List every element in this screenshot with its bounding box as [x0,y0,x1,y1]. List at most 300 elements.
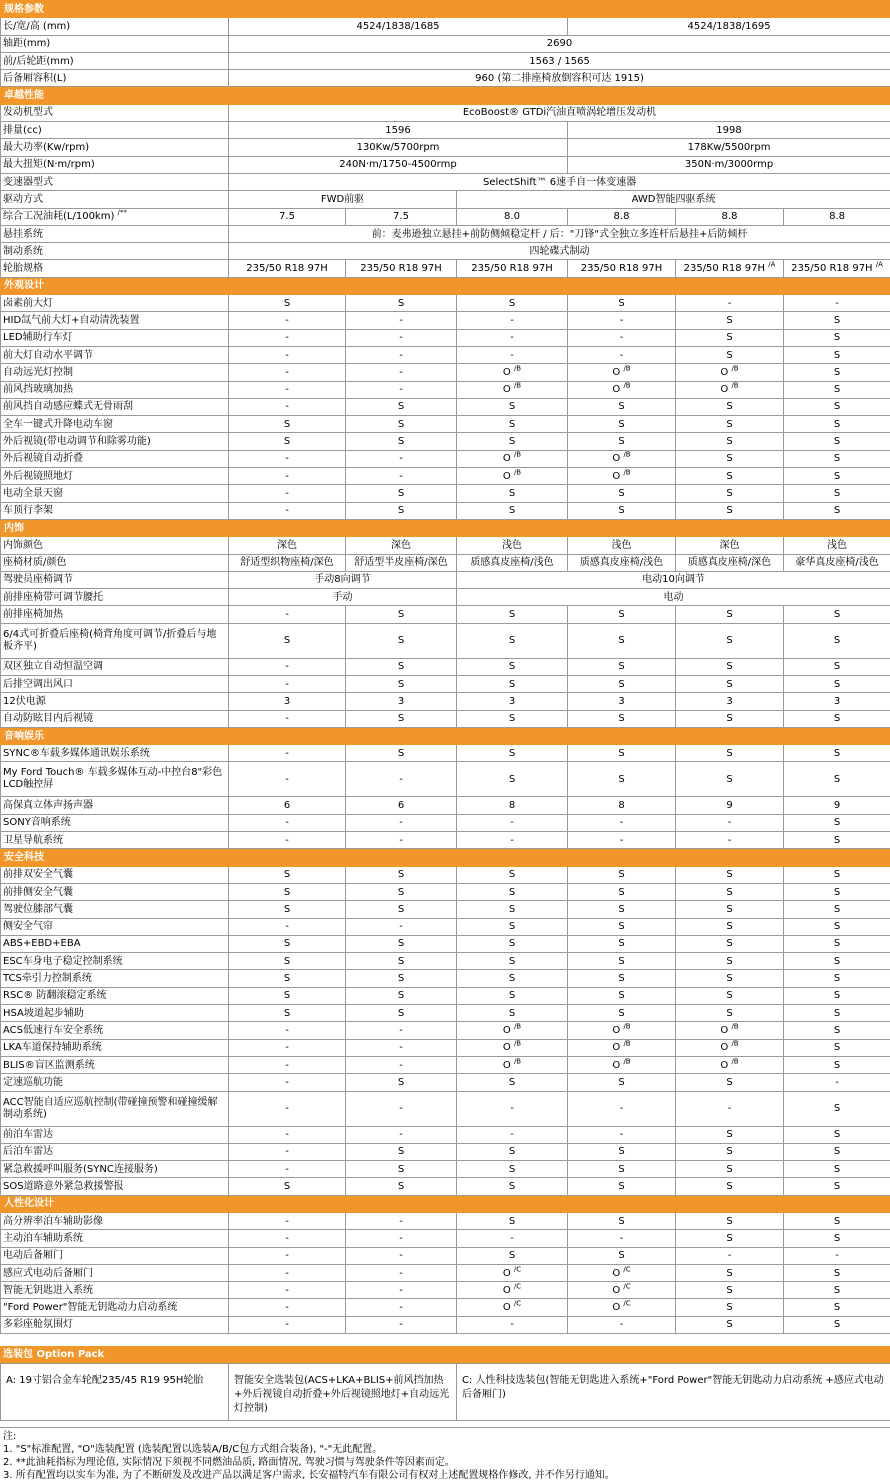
row-label: 侧安全气帘 [1,918,229,935]
row-label: 发动机型式 [1,104,229,121]
table-cell: S [784,745,890,762]
table-cell: S [229,901,346,918]
table-cell: S [784,468,890,485]
table-cell: S [457,1143,568,1160]
table-cell: S [676,1316,784,1333]
table-cell: - [346,1316,457,1333]
table-cell: S [568,398,676,415]
table-row [1,1056,890,1073]
table-cell: 质感真皮座椅/浅色 [457,554,568,571]
table-cell: S [676,416,784,433]
table-cell: S [346,953,457,970]
table-cell: S [229,1178,346,1195]
table-cell: 1563 / 1565 [229,52,890,69]
row-label: 驾驶员座椅调节 [1,571,229,588]
table-cell: O $^{/B}$ [457,450,568,467]
row-label: 内饰颜色 [1,537,229,554]
table-row [1,18,890,35]
table-cell: S [457,658,568,675]
table-cell: O $^{/C}$ [457,1264,568,1281]
row-label: 车顶行李架 [1,502,229,519]
table-cell: S [784,1213,890,1230]
table-cell: - [229,468,346,485]
table-cell: - [346,450,457,467]
row-label: 紧急救援呼叫服务(SYNC连接服务) [1,1161,229,1178]
table-cell: S [457,918,568,935]
section-title: 外观设计 [1,277,890,294]
table-cell: - [346,1213,457,1230]
section-title: 音响娱乐 [1,727,890,744]
table-cell: - [346,1299,457,1316]
table-cell: 前：麦弗逊独立悬挂+前防侧倾稳定杆 / 后："刀锋"式全独立多连杆后悬挂+后防倾杆 [229,225,890,242]
table-cell: - [229,762,346,797]
table-cell: S [229,623,346,658]
row-label: 高分辨率泊车辅助影像 [1,1213,229,1230]
table-cell: O $^{/C}$ [568,1299,676,1316]
table-cell: S [676,485,784,502]
row-label: 前/后轮距(mm) [1,52,229,69]
table-cell: S [346,623,457,658]
table-cell: S [676,398,784,415]
table-cell: S [784,1022,890,1039]
row-label: 主动泊车辅助系统 [1,1230,229,1247]
table-cell: S [346,433,457,450]
table-cell: - [229,398,346,415]
row-label: 外后视镜照地灯 [1,468,229,485]
table-cell: - [346,1056,457,1073]
table-cell: S [676,762,784,797]
table-cell: S [784,675,890,692]
table-cell: 235/50 R18 97H [568,260,676,277]
table-row [1,450,890,467]
row-label: ABS+EBD+EBA [1,935,229,952]
table-cell: S [676,606,784,623]
table-row [1,70,890,87]
table-row [1,364,890,381]
option-pack-title: 选装包 Option Pack [0,1346,890,1363]
table-cell: 235/50 R18 97H [346,260,457,277]
row-label: 驾驶位膝部气囊 [1,901,229,918]
row-label: 轴距(mm) [1,35,229,52]
table-cell: S [346,901,457,918]
option-pack-b: 智能安全选装包(ACS+LKA+BLIS+前风挡加热+外后视镜自动折叠+外后视镜照地灯+自动远光灯控制) [229,1364,457,1421]
table-cell: O $^{/C}$ [457,1282,568,1299]
table-row [1,52,890,69]
table-cell: - [229,450,346,467]
table-cell: S [676,329,784,346]
table-row [1,468,890,485]
section-header [1,87,890,104]
table-cell: 8 [568,797,676,814]
table-cell: S [346,883,457,900]
row-label: 自动远光灯控制 [1,364,229,381]
row-label: 双区独立自动恒温空调 [1,658,229,675]
row-label: 全车一键式升降电动车窗 [1,416,229,433]
table-cell: - [346,381,457,398]
table-cell: 178Kw/5500rpm [568,139,890,156]
section-header [1,1195,890,1212]
table-cell: O $^{/B}$ [568,1022,676,1039]
table-cell: S [784,312,890,329]
table-cell: 4524/1838/1695 [568,18,890,35]
table-row [1,329,890,346]
table-row [1,1282,890,1299]
table-cell: S [784,710,890,727]
table-cell: 3 [568,693,676,710]
table-cell: 深色 [229,537,346,554]
table-cell: O $^{/B}$ [457,1039,568,1056]
row-label: BLIS®盲区监测系统 [1,1056,229,1073]
table-cell: S [676,433,784,450]
row-label: ACC智能自适应巡航控制(带碰撞预警和碰撞缓解制动系统) [1,1091,229,1126]
table-cell: EcoBoost® GTDi汽油直喷涡轮增压发动机 [229,104,890,121]
table-cell: S [346,502,457,519]
table-cell: - [346,1282,457,1299]
table-cell: - [676,832,784,849]
table-row [1,554,890,571]
table-cell: - [568,346,676,363]
table-cell: - [346,329,457,346]
table-cell: 235/50 R18 97H [457,260,568,277]
table-cell: S [568,883,676,900]
row-label: ACS低速行车安全系统 [1,1022,229,1039]
table-row [1,398,890,415]
table-row [1,762,890,797]
table-cell: S [568,1178,676,1195]
table-cell: - [457,832,568,849]
table-cell: S [784,381,890,398]
table-cell: S [676,883,784,900]
table-row [1,953,890,970]
table-cell: - [229,1022,346,1039]
row-label: 悬挂系统 [1,225,229,242]
table-cell: S [346,866,457,883]
table-cell: S [568,1143,676,1160]
table-cell: 手动8向调节 [229,571,457,588]
table-cell: - [229,312,346,329]
table-cell: S [676,658,784,675]
table-cell: 350N·m/3000rmp [568,156,890,173]
table-cell: S [676,935,784,952]
table-row [1,191,890,208]
table-cell: S [676,710,784,727]
table-cell: S [346,1074,457,1091]
table-cell: - [229,918,346,935]
table-cell: 6 [229,797,346,814]
table-cell: S [784,1039,890,1056]
table-row [1,346,890,363]
table-cell: O $^{/B}$ [457,364,568,381]
table-cell: 8.0 [457,208,568,225]
section-title: 人性化设计 [1,1195,890,1212]
table-cell: O $^{/B}$ [676,1022,784,1039]
table-cell: - [346,1247,457,1264]
table-cell: 130Kw/5700rpm [229,139,568,156]
table-cell: O $^{/B}$ [568,450,676,467]
table-cell: S [457,433,568,450]
table-cell: 浅色 [568,537,676,554]
table-cell: - [229,710,346,727]
table-cell: S [784,953,890,970]
table-row [1,675,890,692]
table-cell: 235/50 R18 97H $^{/A}$ [784,260,890,277]
row-label: 外后视镜(带电动调节和除雾功能) [1,433,229,450]
row-label: 感应式电动后备厢门 [1,1264,229,1281]
table-cell: - [346,832,457,849]
table-cell: - [229,1282,346,1299]
table-cell: S [457,1247,568,1264]
table-cell: S [229,987,346,1004]
table-row [1,122,890,139]
table-cell: S [676,918,784,935]
table-cell: O $^{/C}$ [568,1264,676,1281]
table-cell: 3 [676,693,784,710]
table-cell: O $^{/C}$ [568,1282,676,1299]
table-cell: 4524/1838/1685 [229,18,568,35]
table-cell: S [346,295,457,312]
section-header [1,1,890,18]
table-cell: - [229,1213,346,1230]
table-cell: - [568,1316,676,1333]
table-cell: S [346,935,457,952]
table-cell: S [568,935,676,952]
table-cell: S [784,1143,890,1160]
table-cell: O $^{/B}$ [568,381,676,398]
table-cell: 3 [457,693,568,710]
table-cell: - [229,1316,346,1333]
table-cell: - [229,1091,346,1126]
table-cell: 手动 [229,589,457,606]
table-cell: S [784,416,890,433]
row-label: 制动系统 [1,243,229,260]
table-cell: S [568,1161,676,1178]
table-cell: S [784,1299,890,1316]
row-label: 后备厢容积(L) [1,70,229,87]
table-cell: S [457,935,568,952]
table-cell: S [784,346,890,363]
table-cell: S [229,1005,346,1022]
table-row [1,1299,890,1316]
table-cell: S [784,866,890,883]
row-label: 最大扭矩(N·m/rpm) [1,156,229,173]
table-cell: - [229,1299,346,1316]
table-cell: - [229,1230,346,1247]
table-row [1,918,890,935]
note-1: 1. "S"标准配置, "O"选装配置 (选装配置以选装A/B/C包方式组合装备), "-"无此配置。 [3,1443,887,1456]
table-cell: O $^{/B}$ [676,364,784,381]
table-cell: - [457,814,568,831]
table-cell: - [229,1264,346,1281]
table-cell: 豪华真皮座椅/浅色 [784,554,890,571]
row-label: LKA车道保持辅助系统 [1,1039,229,1056]
table-cell: - [784,1247,890,1264]
table-row [1,295,890,312]
table-cell: S [346,1143,457,1160]
row-label: 后泊车雷达 [1,1143,229,1160]
table-row [1,883,890,900]
table-cell: S [346,745,457,762]
table-cell: S [676,1213,784,1230]
table-cell: S [784,918,890,935]
table-cell: S [457,866,568,883]
table-row [1,1022,890,1039]
row-label: 前排双安全气囊 [1,866,229,883]
table-cell: - [229,832,346,849]
table-cell: - [784,295,890,312]
table-cell: O $^{/B}$ [457,1022,568,1039]
row-label: 6/4式可折叠后座椅(椅背角度可调节/折叠后与地板齐平) [1,623,229,658]
table-row [1,658,890,675]
table-cell: S [676,901,784,918]
table-cell: S [346,658,457,675]
table-cell: S [784,606,890,623]
table-cell: - [346,814,457,831]
table-cell: S [568,502,676,519]
row-label: 卤素前大灯 [1,295,229,312]
table-cell: 电动 [457,589,890,606]
row-label: SOS道路意外紧急救援警报 [1,1178,229,1195]
table-row [1,866,890,883]
table-cell: S [457,606,568,623]
table-cell: S [568,987,676,1004]
table-cell: S [346,606,457,623]
table-cell: S [568,970,676,987]
table-cell: S [568,658,676,675]
table-cell: S [676,1161,784,1178]
table-cell: - [457,1316,568,1333]
table-cell: 质感真皮座椅/浅色 [568,554,676,571]
table-cell: S [676,312,784,329]
table-cell: - [229,1247,346,1264]
table-row [1,312,890,329]
table-cell: S [784,364,890,381]
table-cell: S [568,606,676,623]
table-cell: - [229,606,346,623]
table-cell: S [346,675,457,692]
table-cell: S [784,883,890,900]
table-cell: 9 [676,797,784,814]
table-cell: S [346,485,457,502]
table-cell: S [784,901,890,918]
table-cell: - [229,658,346,675]
table-cell: - [676,814,784,831]
table-cell: S [784,433,890,450]
row-label: 最大功率(Kw/rpm) [1,139,229,156]
table-row [1,1316,890,1333]
table-cell: 8.8 [784,208,890,225]
table-cell: S [784,814,890,831]
table-cell: S [229,416,346,433]
table-row [1,1230,890,1247]
table-cell: - [229,1056,346,1073]
table-cell: S [784,1178,890,1195]
table-cell: - [229,814,346,831]
table-cell: S [346,710,457,727]
option-pack [0,1346,890,1421]
table-cell: S [568,1213,676,1230]
table-cell: 2690 [229,35,890,52]
row-label: TCS牵引力控制系统 [1,970,229,987]
table-cell: S [229,953,346,970]
option-pack-table [0,1363,890,1421]
table-cell: S [676,953,784,970]
row-label: 自动防眩目内后视镜 [1,710,229,727]
table-cell: - [346,1230,457,1247]
table-cell: S [457,1005,568,1022]
table-cell: S [457,710,568,727]
row-label: My Ford Touch® 车载多媒体互动-中控台8"彩色LCD触控屏 [1,762,229,797]
table-row [1,1091,890,1126]
table-cell: - [229,485,346,502]
table-cell: - [568,1091,676,1126]
table-cell: - [457,1230,568,1247]
table-cell: S [346,1161,457,1178]
table-cell: S [676,1299,784,1316]
table-cell: - [457,312,568,329]
table-cell: - [346,346,457,363]
row-label: HSA坡道起步辅助 [1,1005,229,1022]
table-cell: 8 [457,797,568,814]
table-cell: O $^{/C}$ [457,1299,568,1316]
table-cell: 1998 [568,122,890,139]
table-cell: S [229,866,346,883]
table-cell: S [457,762,568,797]
table-cell: S [784,832,890,849]
table-row [1,935,890,952]
table-cell: O $^{/B}$ [457,381,568,398]
table-cell: S [229,970,346,987]
table-cell: - [457,346,568,363]
note-2: 2. **此油耗指标为理论值, 实际情况下须视不同燃油品质, 路面情况, 驾驶习惯与驾驶条件等因素而定。 [3,1456,887,1469]
table-cell: SelectShift™ 6速手自一体变速器 [229,173,890,190]
table-cell: S [784,1230,890,1247]
table-cell: - [229,1074,346,1091]
row-label: ESC车身电子稳定控制系统 [1,953,229,970]
table-cell: S [568,901,676,918]
table-cell: - [346,468,457,485]
table-cell: 240N·m/1750-4500rmp [229,156,568,173]
table-row [1,797,890,814]
table-cell: S [457,485,568,502]
table-cell: S [676,1005,784,1022]
row-label: 后排空调出风口 [1,675,229,692]
table-cell: S [676,1143,784,1160]
table-cell: 7.5 [346,208,457,225]
table-row [1,173,890,190]
table-cell: - [784,1074,890,1091]
table-cell: S [784,485,890,502]
table-cell: 3 [346,693,457,710]
table-cell: - [568,1230,676,1247]
option-pack-a: A: 19寸铝合金车轮配235/45 R19 95H轮胎 [1,1364,229,1421]
table-cell: S [568,953,676,970]
table-cell: S [568,918,676,935]
row-label: 前排侧安全气囊 [1,883,229,900]
table-cell: - [229,346,346,363]
section-header [1,727,890,744]
table-cell: O $^{/B}$ [676,1056,784,1073]
table-cell: S [784,762,890,797]
table-row [1,571,890,588]
table-row [1,589,890,606]
notes [0,1427,890,1484]
row-label: 座椅材质/颜色 [1,554,229,571]
table-row [1,1213,890,1230]
section-title: 内饰 [1,519,890,536]
table-row [1,1039,890,1056]
table-cell: 8.8 [568,208,676,225]
table-cell: S [784,987,890,1004]
